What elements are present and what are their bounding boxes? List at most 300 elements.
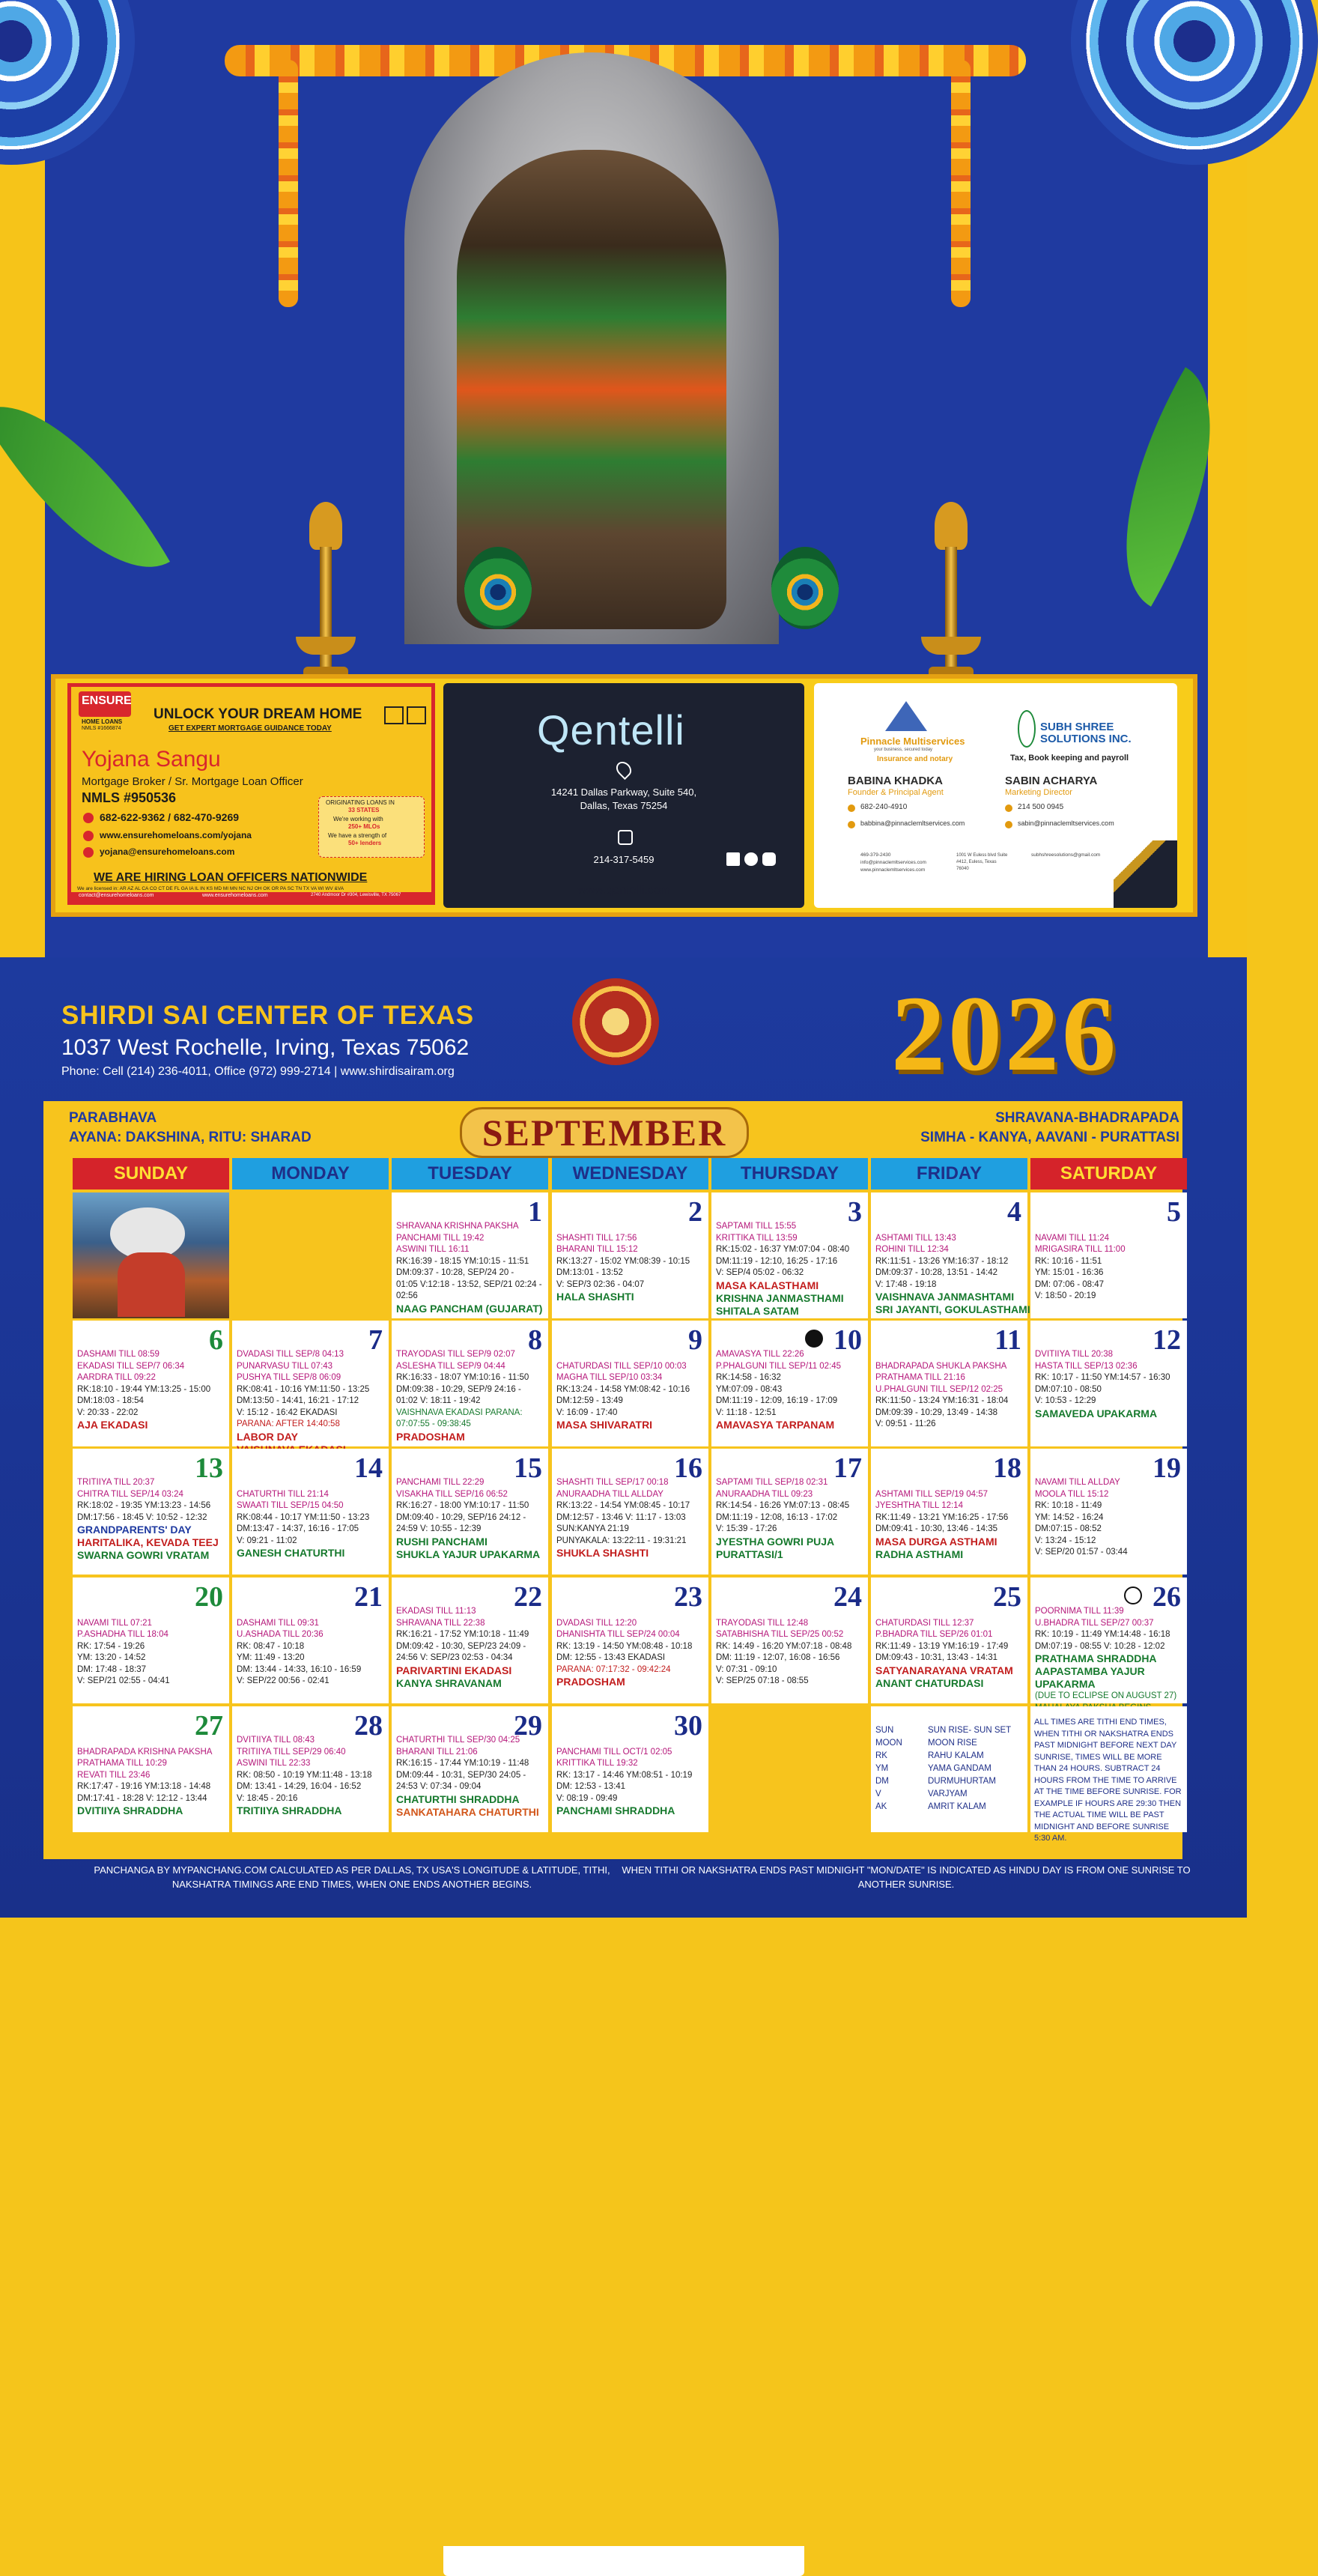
ayana-ritu: AYANA: DAKSHINA, RITU: SHARAD <box>69 1130 312 1145</box>
panchang-line: P.BHADRA TILL SEP/26 01:01 <box>875 1630 993 1639</box>
legend-value: SUN RISE- SUN SET <box>928 1726 1012 1735</box>
panchang-line: BHARANI TILL 21:06 <box>396 1747 478 1757</box>
panchang-line: CHATURDASI TILL 12:37 <box>875 1618 974 1628</box>
day-cell-19 <box>1030 1449 1187 1575</box>
panchang-line: V: 11:18 - 12:51 <box>716 1407 777 1417</box>
festival-label: SHITALA SATAM <box>716 1304 799 1317</box>
festival-label: RADHA ASTHAMI <box>875 1548 964 1560</box>
day-cell-8 <box>392 1321 548 1446</box>
panchang-line: RK: 10:17 - 11:50 YM:14:57 - 16:30 <box>1035 1373 1170 1382</box>
ensure-headline: UNLOCK YOUR DREAM HOME <box>154 706 362 722</box>
pinnacle-logo: Pinnacle Multiservices <box>860 736 965 747</box>
panchang-line: RK:16:39 - 18:15 YM:10:15 - 11:51 <box>396 1256 529 1266</box>
day-details <box>556 1735 706 1817</box>
festival-label: PURATTASI/1 <box>716 1548 783 1560</box>
panchang-line: V: 18:45 - 20:16 <box>237 1793 298 1803</box>
panchang-line: RK:11:51 - 13:26 YM:16:37 - 18:12 <box>875 1256 1009 1266</box>
day-number: 19 <box>1153 1452 1181 1484</box>
panchang-line: DM:07:10 - 08:50 <box>1035 1384 1102 1394</box>
pinnacle-service: Insurance and notary <box>877 755 953 763</box>
panchang-line <box>875 1477 1025 1489</box>
panchang-line <box>556 1735 706 1747</box>
weekday-header-sunday: SUNDAY <box>73 1158 229 1189</box>
phone-icon <box>848 804 855 812</box>
day-cell-9 <box>552 1321 708 1446</box>
panchang-line: DASHAMI TILL 09:31 <box>237 1618 319 1628</box>
panchang-line: ASLESHA TILL SEP/9 04:44 <box>396 1361 505 1371</box>
day-cell-11 <box>871 1321 1027 1446</box>
day-details <box>556 1221 706 1303</box>
full-moon-icon <box>1124 1586 1142 1604</box>
day-cell-3 <box>711 1192 868 1318</box>
panchang-line: DM:17:41 - 18:28 V: 12:12 - 13:44 <box>77 1793 207 1803</box>
panchang-line: RK: 08:47 - 10:18 <box>237 1641 305 1651</box>
panchang-line: VAISHNAVA EKADASI PARANA: <box>396 1407 523 1417</box>
day-number: 9 <box>688 1324 702 1356</box>
day-number: 24 <box>833 1581 862 1613</box>
note-cell <box>1030 1706 1187 1843</box>
panchang-line: V: 08:19 - 09:49 <box>556 1793 618 1803</box>
panchang-line: V: 17:48 - 19:18 <box>875 1279 937 1289</box>
panchang-line: RK: 13:19 - 14:50 YM:08:48 - 10:18 <box>556 1641 693 1651</box>
legend-value: VARJYAM <box>928 1789 968 1798</box>
panchang-line: RK:16:33 - 18:07 YM:10:16 - 11:50 <box>396 1373 529 1382</box>
day-details <box>396 1221 546 1315</box>
day-number: 30 <box>674 1710 702 1742</box>
day-number: 3 <box>848 1196 862 1228</box>
facebook-icon <box>744 852 758 866</box>
panchang-line: RK: 17:54 - 19:26 <box>77 1641 145 1651</box>
badge-line-4: 250+ MLOs <box>348 823 380 830</box>
panchang-line: RK: 10:19 - 11:49 YM:14:48 - 16:18 <box>1035 1630 1170 1639</box>
panchang-line <box>556 1221 706 1233</box>
pinnacle-tag: your business, secured today <box>874 748 933 752</box>
panchang-line: TRITIIYA TILL SEP/29 06:40 <box>237 1747 346 1757</box>
festival-label: ANANT CHATURDASI <box>875 1676 984 1689</box>
panchang-line <box>237 1477 386 1489</box>
panchang-line: V: SEP/3 02:36 - 04:07 <box>556 1279 645 1289</box>
day-number: 16 <box>674 1452 702 1484</box>
day-cell-26 <box>1030 1578 1187 1703</box>
panchang-line: RK:11:49 - 13:19 YM:16:19 - 17:49 <box>875 1641 1009 1651</box>
festival-label: GRANDPARENTS' DAY <box>77 1524 192 1536</box>
panchang-line: RK:15:02 - 16:37 YM:07:04 - 08:40 <box>716 1245 850 1254</box>
festival-label: VAISHNAVA JANMASHTAMI <box>875 1291 1015 1303</box>
panchang-line: 01:02 V: 18:11 - 19:42 <box>396 1396 481 1405</box>
qentelli-addr2: Dallas, Texas 75254 <box>580 800 668 811</box>
panchang-line: PUNARVASU TILL 07:43 <box>237 1361 333 1371</box>
day-number: 28 <box>354 1710 383 1742</box>
panchang-line: ASWINI TILL 22:33 <box>237 1759 311 1768</box>
festival-label: SWARNA GOWRI VRATAM <box>77 1549 210 1561</box>
peacock-feather-left <box>464 547 532 629</box>
panchang-line: YM: 14:52 - 16:24 <box>1035 1512 1104 1522</box>
instagram-icon <box>762 852 776 866</box>
panchang-line: SHASHTI TILL 17:56 <box>556 1233 637 1243</box>
panchang-line: CHATURTHI TILL SEP/30 04:25 <box>396 1736 520 1745</box>
pinnacle-person-name: BABINA KHADKA <box>848 775 943 787</box>
day-number: 29 <box>514 1710 542 1742</box>
panchang-line: RK:13:24 - 14:58 YM:08:42 - 10:16 <box>556 1384 690 1394</box>
day-cell-15 <box>392 1449 548 1575</box>
new-moon-icon <box>805 1330 823 1348</box>
legend-cell <box>871 1706 1027 1832</box>
mandala-left <box>0 0 135 165</box>
pinnacle-contact-1: 469-379-2430 <box>860 852 891 858</box>
brass-lamp-right <box>921 502 981 697</box>
center-seal-logo <box>572 978 659 1065</box>
panchang-line: EKADASI TILL 11:13 <box>396 1607 476 1616</box>
day-number: 22 <box>514 1581 542 1613</box>
month-title: SEPTEMBER <box>460 1107 749 1158</box>
festival-label: PARIVARTINI EKADASI <box>396 1664 512 1676</box>
panchang-line: DM:09:39 - 10:29, 13:49 - 14:38 <box>875 1407 998 1417</box>
day-cell-5 <box>1030 1192 1187 1318</box>
weekday-header-wednesday: WEDNESDAY <box>552 1158 708 1189</box>
panchang-line: RK:14:54 - 16:26 YM:07:13 - 08:45 <box>716 1501 850 1510</box>
panchang-line: 02:56 <box>396 1291 418 1300</box>
festival-label: PRADOSHAM <box>396 1430 465 1443</box>
festival-label: AJA EKADASI <box>77 1419 148 1431</box>
lender-icon <box>407 706 426 724</box>
panchang-line: V: 09:51 - 11:26 <box>875 1419 936 1428</box>
day-details <box>396 1477 546 1561</box>
panchang-line <box>77 1606 227 1618</box>
panchang-line: RK:16:21 - 17:52 YM:10:18 - 11:49 <box>396 1630 529 1639</box>
subhshree-person-role: Marketing Director <box>1005 788 1072 797</box>
panchang-line: NAVAMI TILL 11:24 <box>1035 1233 1110 1243</box>
panchang-line: P.PHALGUNI TILL SEP/11 02:45 <box>716 1361 842 1371</box>
panchang-line: DM:09:42 - 10:30, SEP/23 24:09 - <box>396 1641 526 1651</box>
ensure-email: yojana@ensurehomeloans.com <box>100 846 235 857</box>
panchang-line: DM:12:57 - 13:46 V: 11:17 - 13:03 <box>556 1512 686 1522</box>
panchang-line: PUSHYA TILL SEP/8 06:09 <box>237 1373 341 1382</box>
footer-left-note: PANCHANGA BY MYPANCHANG.COM CALCULATED AS PER DALLAS, TX USA'S LONGITUDE & LATITUDE, TITHI, NAKSHATRA TIMINGS ARE END TIMES, WHEN ONE ENDS ANOTHER BEGINS. <box>94 1864 610 1890</box>
day-cell-30 <box>552 1706 708 1832</box>
subhshree-logo-line2: SOLUTIONS INC. <box>1040 733 1132 745</box>
day-details <box>77 1606 227 1688</box>
panchang-line: HASTA TILL SEP/13 02:36 <box>1035 1361 1138 1371</box>
panchang-line: U.PHALGUNI TILL SEP/12 02:25 <box>875 1384 1003 1394</box>
ensure-nmls: NMLS #950536 <box>82 790 177 805</box>
solar-months: SIMHA - KANYA, AAVANI - PURATTASI <box>920 1130 1179 1145</box>
panchang-line: SUN:KANYA 21:19 <box>556 1524 629 1533</box>
day-cell-18 <box>871 1449 1027 1575</box>
panchang-line: V: 16:09 - 17:40 <box>556 1407 618 1417</box>
day-details <box>396 1606 546 1690</box>
panchang-line: TRAYODASI TILL SEP/9 02:07 <box>396 1350 515 1359</box>
subhshree-logo-line1: SUBH SHREE <box>1040 721 1114 733</box>
panchang-line: RK: 10:18 - 11:49 <box>1035 1501 1102 1510</box>
panchang-line: AARDRA TILL 09:22 <box>77 1373 156 1382</box>
brass-lamp-left <box>296 502 356 697</box>
festival-label: KANYA SHRAVANAM <box>396 1676 502 1689</box>
panchang-line: DM:11:19 - 12:09, 16:19 - 17:09 <box>716 1396 838 1405</box>
panchang-line: NAVAMI TILL 07:21 <box>77 1618 152 1628</box>
day-cell-4 <box>871 1192 1030 1318</box>
day-cell-29 <box>392 1706 548 1832</box>
weekday-header-thursday: THURSDAY <box>711 1158 868 1189</box>
panchang-line: RK:14:58 - 16:32 <box>716 1373 781 1382</box>
panchang-line: POORNIMA TILL 11:39 <box>1035 1607 1124 1616</box>
day-details <box>1035 1349 1185 1420</box>
panchang-line: RK: 13:17 - 14:46 YM:08:51 - 10:19 <box>556 1770 693 1780</box>
festival-label: LABOR DAY <box>237 1430 298 1443</box>
panchang-line: AMAVASYA TILL 22:26 <box>716 1350 804 1359</box>
qentelli-phone: 214-317-5459 <box>593 854 655 865</box>
legend-value: RAHU KALAM <box>928 1751 984 1760</box>
email-icon <box>848 821 855 828</box>
ensure-footer-addr: 2740 Andmoor Dr #304, Lewisville, TX 75067 <box>311 893 401 897</box>
panchang-line: YM: 11:49 - 13:20 <box>237 1653 305 1662</box>
panchang-line: DM:07:15 - 08:52 <box>1035 1524 1102 1533</box>
panchang-line: DVITIIYA TILL 08:43 <box>237 1736 315 1745</box>
festival-label: SHUKLA YAJUR UPAKARMA <box>396 1548 541 1560</box>
festival-label: GANESH CHATURTHI <box>237 1547 345 1559</box>
day-cell-21 <box>232 1578 389 1703</box>
panchang-line: KRITTIKA TILL 19:32 <box>556 1759 638 1768</box>
day-cell-12 <box>1030 1321 1187 1446</box>
panchang-line <box>556 1349 706 1361</box>
panchang-line: SHRAVANA KRISHNA PAKSHA <box>396 1222 519 1231</box>
badge-line-3: We're working with <box>333 816 383 822</box>
panchang-line: CHATURTHI TILL 21:14 <box>237 1489 329 1499</box>
festival-label: HALA SHASHTI <box>556 1291 634 1303</box>
ad-qentelli <box>443 683 804 908</box>
email-icon <box>83 847 94 858</box>
day-details <box>77 1349 227 1431</box>
panchang-line: DM: 13:44 - 14:33, 16:10 - 16:59 <box>237 1664 362 1674</box>
festival-label: SRI JAYANTI, GOKULASTHAMI <box>875 1303 1030 1315</box>
panchang-line: DM: 11:19 - 12:07, 16:08 - 16:56 <box>716 1653 840 1662</box>
panchang-line: DM:09:38 - 10:29, SEP/9 24:16 - <box>396 1384 521 1394</box>
day-number: 25 <box>993 1581 1021 1613</box>
badge-line-5: We have a strength of <box>328 832 387 839</box>
day-cell-17 <box>711 1449 868 1575</box>
panchang-line: V: 15:12 - 16:42 EKADASI <box>237 1407 338 1417</box>
panchang-line: DM:11:19 - 12:08, 16:13 - 17:02 <box>716 1512 838 1522</box>
day-cell-20 <box>73 1578 229 1703</box>
ad-pinnacle-subhshree <box>814 683 1177 908</box>
festival-label: MASA DURGA ASTHAMI <box>875 1535 997 1548</box>
day-details <box>875 1606 1025 1690</box>
day-number: 20 <box>195 1581 223 1613</box>
panchang-line: V: 07:31 - 09:10 <box>716 1664 777 1674</box>
qentelli-footer <box>443 2546 804 2576</box>
panchang-line: RK:11:49 - 13:21 YM:16:25 - 17:56 <box>875 1512 1009 1522</box>
ensure-website: www.ensurehomeloans.com/yojana <box>100 830 252 840</box>
panchang-line: V: 15:39 - 17:26 <box>716 1524 777 1533</box>
panchang-line: DM:13:47 - 14:37, 16:16 - 17:05 <box>237 1524 359 1533</box>
panchang-line: DM:12:59 - 13:49 <box>556 1396 623 1405</box>
legend-value: MOON RISE <box>928 1739 977 1748</box>
panchang-line: DM:09:43 - 10:31, 13:43 - 14:31 <box>875 1653 998 1662</box>
day-details <box>716 1349 866 1431</box>
badge-line-2: 33 STATES <box>348 807 380 813</box>
panchang-line: DM: 07:06 - 08:47 <box>1035 1279 1105 1289</box>
ensure-footer-email: contact@ensurehomeloans.com <box>79 893 154 898</box>
panchang-line: RK: 10:16 - 11:51 <box>1035 1256 1102 1266</box>
day-details <box>237 1349 386 1456</box>
festival-label: HARITALIKA, KEVADA TEEJ <box>77 1536 219 1548</box>
ad-corner-decoration <box>1114 840 1177 908</box>
day-cell-16 <box>552 1449 708 1575</box>
panchang-line: DM:09:44 - 10:31, SEP/30 24:05 - <box>396 1770 526 1780</box>
legend-key: AK <box>875 1802 887 1811</box>
subhshree-service: Tax, Book keeping and payroll <box>1010 754 1129 763</box>
panchang-line: VISAKHA TILL SEP/16 06:52 <box>396 1489 508 1499</box>
panchang-line: ASWINI TILL 16:11 <box>396 1245 470 1254</box>
panchang-line: RK: 08:50 - 10:19 YM:11:48 - 13:18 <box>237 1770 372 1780</box>
subhshree-phone: 214 500 0945 <box>1018 803 1064 811</box>
day-details <box>716 1606 866 1688</box>
festival-label: RUSHI PANCHAMI <box>396 1535 488 1548</box>
pinnacle-phone: 682-240-4910 <box>860 803 908 811</box>
panchang-line: V: SEP/21 02:55 - 04:41 <box>77 1676 170 1685</box>
panchang-line: ANURAADHA TILL ALLDAY <box>556 1489 663 1499</box>
panchang-line: SWAATI TILL SEP/15 04:50 <box>237 1501 344 1510</box>
festival-label: MASA KALASTHAMI <box>716 1279 819 1291</box>
panchang-line: RK:13:27 - 15:02 YM:08:39 - 10:15 <box>556 1256 690 1266</box>
day-cell-14 <box>232 1449 389 1575</box>
panchang-line: CHATURDASI TILL SEP/10 00:03 <box>556 1361 687 1371</box>
panchang-line: DM:17:56 - 18:45 V: 10:52 - 12:32 <box>77 1512 207 1522</box>
day-number: 8 <box>528 1324 542 1356</box>
festival-label: SAMAVEDA UPAKARMA <box>1035 1407 1158 1419</box>
festival-label: SANKATAHARA CHATURTHI <box>396 1805 539 1818</box>
pinnacle-contact-3: www.pinnaclemltservices.com <box>860 867 926 873</box>
panchang-line: 01:05 V:12:18 - 13:52, SEP/21 02:24 - <box>396 1279 542 1289</box>
linkedin-icon <box>726 852 740 866</box>
panchang-line: RK:13:22 - 14:54 YM:08:45 - 10:17 <box>556 1501 690 1510</box>
day-number: 12 <box>1153 1324 1181 1356</box>
legend-value: AMRIT KALAM <box>928 1802 986 1811</box>
day-number: 1 <box>528 1196 542 1228</box>
panchang-line: V: SEP/20 01:57 - 03:44 <box>1035 1548 1128 1557</box>
panchang-line: RK: 14:49 - 16:20 YM:07:18 - 08:48 <box>716 1641 852 1651</box>
festival-label: NAAG PANCHAM (GUJARAT) <box>396 1302 543 1315</box>
time-note: ALL TIMES ARE TITHI END TIMES, WHEN TITHI OR NAKSHATRA ENDS PAST MIDNIGHT BEFORE NEXT DAY SUNRISE, TIMES WILL BE MORE THAN 24 HOURS. SUBTRACT 24 HOURS FROM THE TIME TO ARRIVE AT THE TIME BEFORE SUNRISE. FOR EXAMPLE IF HOURS ARE 29:30 THEN THE ACTUAL TIME WILL BE PAST MIDNIGHT AND BEFORE SUNRISE 5:30 AM. <box>1034 1718 1182 1843</box>
day-details <box>556 1606 706 1688</box>
panchang-line: 24:59 V: 10:55 - 12:39 <box>396 1524 482 1533</box>
day-cell-22 <box>392 1578 548 1703</box>
panchang-line: YM: 15:01 - 16:36 <box>1035 1268 1104 1277</box>
panchang-line: DM:13:01 - 13:52 <box>556 1268 623 1277</box>
year: 2026 <box>891 975 1119 1094</box>
panchang-line: DM:09:37 - 10:28, SEP/24 20 - <box>396 1268 514 1277</box>
ad-ensure-home-loans <box>67 683 435 905</box>
ensure-licensed: We are licensed in: AR AZ AL CA CO CT DE FL GA IA IL IN KS MD MI MN NC NJ OH OK OR PA SC TN TX VA WI WV &VA <box>77 886 344 891</box>
day-cell-1 <box>392 1192 548 1318</box>
panchang-line: PRATHAMA TILL 21:16 <box>875 1373 965 1382</box>
panchang-line: ASHTAMI TILL 13:43 <box>875 1233 956 1243</box>
day-number: 26 <box>1153 1581 1181 1613</box>
weekday-header-tuesday: TUESDAY <box>392 1158 548 1189</box>
panchang-line: V: 20:33 - 22:02 <box>77 1407 139 1417</box>
day-cell-7 <box>232 1321 389 1446</box>
day-details <box>875 1221 1030 1316</box>
pinnacle-email: babbina@pinnaclemltservices.com <box>860 819 965 827</box>
ensure-nmls-small: NMLS #1666874 <box>82 726 121 731</box>
panchang-line: BHADRAPADA KRISHNA PAKSHA <box>77 1747 213 1757</box>
subhshree-email-2: subhshreesolutions@gmail.com <box>1031 852 1101 858</box>
legend-key: MOON <box>875 1739 902 1748</box>
panchang-line: CHITRA TILL SEP/14 03:24 <box>77 1489 183 1499</box>
location-pin-icon <box>613 759 634 780</box>
festival-label: PANCHAMI SHRADDHA <box>556 1804 675 1816</box>
day-details <box>237 1606 386 1688</box>
panchang-line: DM:09:40 - 10:29, SEP/16 24:12 - <box>396 1512 526 1522</box>
day-number: 21 <box>354 1581 383 1613</box>
panchang-line: JYESHTHA TILL 12:14 <box>875 1501 963 1510</box>
badge-line-1: ORIGINATING LOANS IN <box>326 799 395 806</box>
panchang-line <box>875 1349 1025 1361</box>
ensure-footer-web: www.ensurehomeloans.com <box>202 893 268 898</box>
festival-label: SHUKLA SHASHTI <box>556 1547 649 1559</box>
day-details <box>875 1477 1025 1561</box>
panchang-line: MOOLA TILL 15:12 <box>1035 1489 1109 1499</box>
panchang-line: RK:08:44 - 10:17 YM:11:50 - 13:23 <box>237 1512 370 1522</box>
day-number: 4 <box>1007 1196 1021 1228</box>
day-number: 15 <box>514 1452 542 1484</box>
phone-icon <box>1005 804 1012 812</box>
panchang-line: DM: 12:53 - 13:41 <box>556 1782 626 1791</box>
day-details <box>1035 1477 1185 1559</box>
panchang-line: DASHAMI TILL 08:59 <box>77 1350 160 1359</box>
panchang-line: U.ASHADA TILL 20:36 <box>237 1630 324 1639</box>
panchang-line: SATABHISHA TILL SEP/25 00:52 <box>716 1630 844 1639</box>
festival-label: AMAVASYA TARPANAM <box>716 1419 835 1431</box>
festival-label: TRITIIYA SHRADDHA <box>237 1804 342 1816</box>
day-details <box>716 1221 866 1318</box>
day-details <box>396 1735 546 1819</box>
center-address: 1037 West Rochelle, Irving, Texas 75062 <box>61 1035 470 1060</box>
panchang-line: ROHINI TILL 12:34 <box>875 1245 949 1254</box>
panchang-line: DHANISHTA TILL SEP/24 00:04 <box>556 1630 680 1639</box>
panchang-line: ANURAADHA TILL 09:23 <box>716 1489 813 1499</box>
day-number: 11 <box>994 1324 1021 1356</box>
pinnacle-person-role: Founder & Principal Agent <box>848 788 944 797</box>
email-icon <box>1005 821 1012 828</box>
festival-label: SATYANARAYANA VRATAM <box>875 1664 1013 1676</box>
center-name: SHIRDI SAI CENTER OF TEXAS <box>61 1001 475 1030</box>
panchang-line: V: SEP/22 00:56 - 02:41 <box>237 1676 330 1685</box>
panchang-line: EKADASI TILL SEP/7 06:34 <box>77 1361 185 1371</box>
panchang-line: DVITIIYA TILL 20:38 <box>1035 1350 1113 1359</box>
panchang-line: PARANA: 07:17:32 - 09:42:24 <box>556 1664 671 1674</box>
panchang-line: MRIGASIRA TILL 11:00 <box>1035 1245 1126 1254</box>
ensure-subheadline: GET EXPERT MORTGAGE GUIDANCE TODAY <box>168 724 332 733</box>
panchang-line <box>1035 1221 1185 1233</box>
panchang-line: RK:16:15 - 17:44 YM:10:19 - 11:48 <box>396 1759 529 1768</box>
panchang-line: YM: 13:20 - 14:52 <box>77 1653 146 1662</box>
ensure-hiring: WE ARE HIRING LOAN OFFICERS NATIONWIDE <box>94 871 368 884</box>
subhshree-email: sabin@pinnaclemltservices.com <box>1018 819 1114 827</box>
day-details <box>237 1477 386 1560</box>
festival-label: PRADOSHAM <box>556 1676 625 1688</box>
legend-key: YM <box>875 1764 889 1773</box>
day-details <box>1035 1606 1185 1714</box>
lunar-months: SHRAVANA-BHADRAPADA <box>995 1110 1179 1126</box>
panchang-line: DM:07:19 - 08:55 V: 10:28 - 12:02 <box>1035 1641 1165 1651</box>
day-number: 5 <box>1167 1196 1181 1228</box>
panchang-line: V: 18:50 - 20:19 <box>1035 1291 1096 1300</box>
weekday-header-friday: FRIDAY <box>871 1158 1027 1189</box>
panchang-line: 07:07:55 - 09:38:45 <box>396 1419 471 1428</box>
legend-key: RK <box>875 1751 887 1760</box>
day-details <box>77 1735 227 1817</box>
panchang-line: SAPTAMI TILL SEP/18 02:31 <box>716 1478 828 1487</box>
